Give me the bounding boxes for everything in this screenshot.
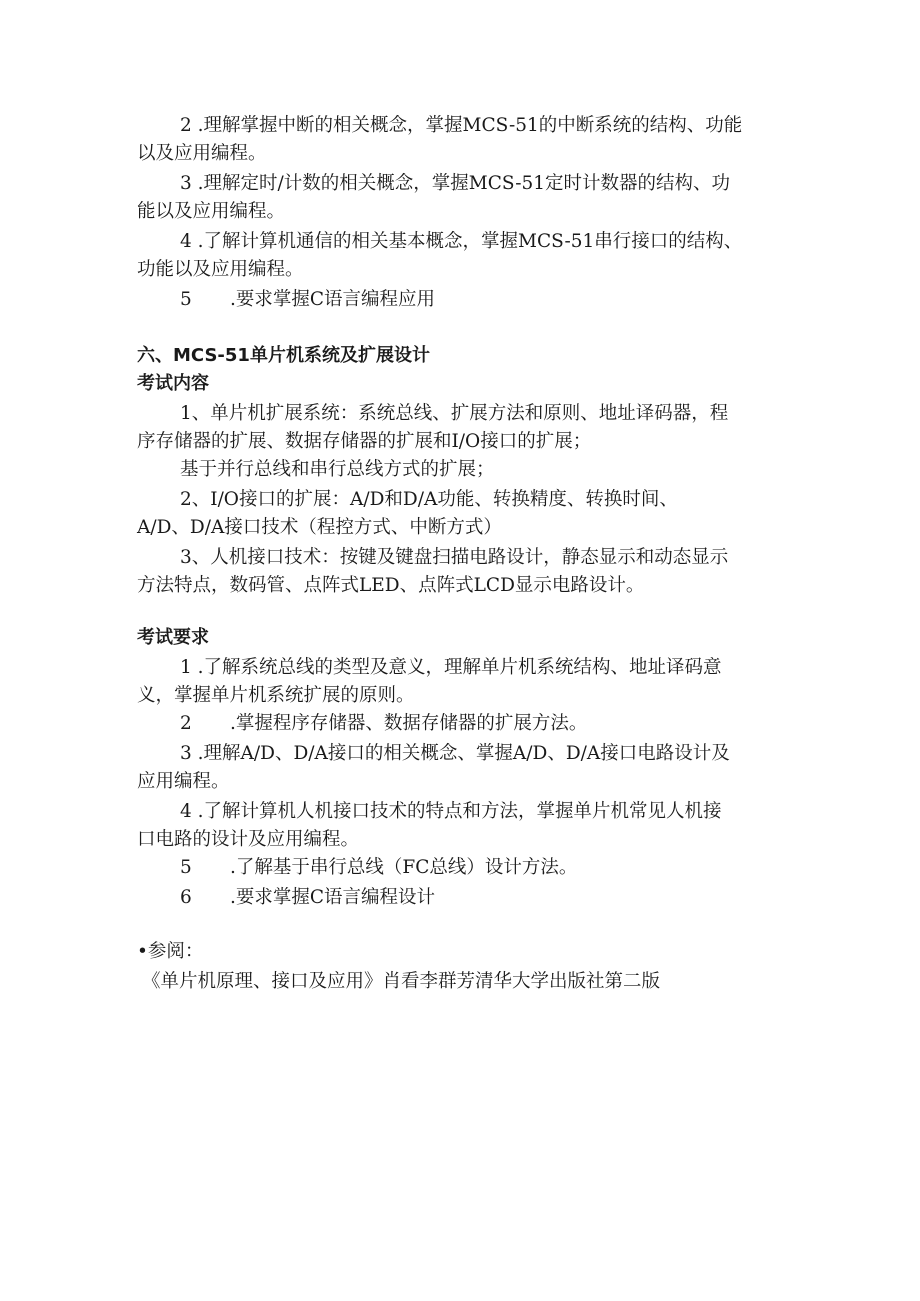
content-1-line-2: 序存储器的扩展、数据存储器的扩展和I/O接口的扩展；: [137, 431, 592, 452]
req-1-line-2: 义，掌握单片机系统扩展的原则。: [137, 685, 415, 706]
reference-label: •参阅：: [137, 941, 204, 962]
item-2-line-1: 2 .理解掌握中断的相关概念，掌握MCS-51的中断系统的结构、功能: [180, 115, 743, 136]
item-4-line-2: 功能以及应用编程。: [137, 259, 304, 280]
req-6: 6 .要求掌握C语言编程设计: [180, 887, 436, 908]
requirements-heading: 考试要求: [137, 627, 209, 648]
req-3-line-2: 应用编程。: [137, 771, 230, 792]
content-heading: 考试内容: [137, 373, 209, 394]
content-3-line-2: 方法特点，数码管、点阵式LED、点阵式LCD显示电路设计。: [137, 575, 645, 596]
item-2-line-2: 以及应用编程。: [137, 143, 267, 164]
item-3-line-1: 3 .理解定时/计数的相关概念，掌握MCS-51定时计数器的结构、功: [180, 173, 731, 194]
req-1-line-1: 1 .了解系统总线的类型及意义，理解单片机系统结构、地址译码意: [180, 657, 722, 678]
section-6-title: 六、MCS-51单片机系统及扩展设计: [137, 345, 430, 366]
item-5: 5 .要求掌握C语言编程应用: [180, 289, 436, 310]
content-1-line-3: 基于并行总线和串行总线方式的扩展；: [180, 459, 495, 480]
item-4-line-1: 4 .了解计算机通信的相关基本概念，掌握MCS-51串行接口的结构、: [180, 231, 743, 252]
reference-book: 《单片机原理、接口及应用》肖看李群芳清华大学出版社第二版: [142, 971, 661, 992]
req-2: 2 .掌握程序存储器、数据存储器的扩展方法。: [180, 713, 588, 734]
content-3-line-1: 3、人机接口技术：按键及键盘扫描电路设计，静态显示和动态显示: [180, 547, 729, 568]
content-1-line-1: 1、单片机扩展系统：系统总线、扩展方法和原则、地址译码器，程: [180, 403, 729, 424]
req-5: 5 .了解基于串行总线（FC总线）设计方法。: [180, 857, 578, 878]
req-3-line-1: 3 .理解A/D、D/A接口的相关概念、掌握A/D、D/A接口电路设计及: [180, 743, 730, 764]
req-4-line-2: 口电路的设计及应用编程。: [137, 829, 360, 850]
req-4-line-1: 4 .了解计算机人机接口技术的特点和方法，掌握单片机常见人机接: [180, 801, 722, 822]
content-2-line-1: 2、I/O接口的扩展：A/D和D/A功能、转换精度、转换时间、: [180, 489, 678, 510]
content-2-line-2: A/D、D/A接口技术（程控方式、中断方式）: [137, 517, 502, 538]
item-3-line-2: 能以及应用编程。: [137, 201, 286, 222]
